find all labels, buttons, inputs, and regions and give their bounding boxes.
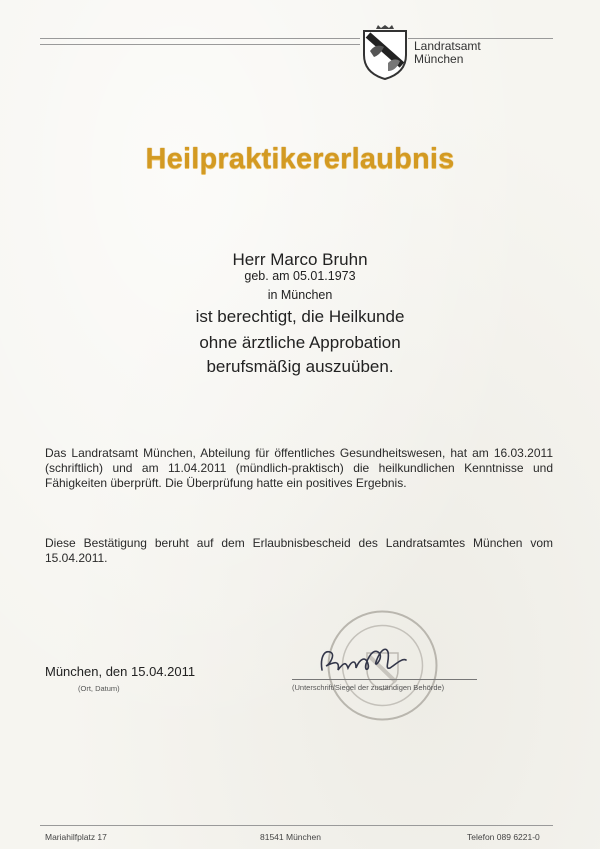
exam-paragraph: Das Landratsamt München, Abteilung für öffentliches Gesundheitswesen, hat am 16.03.2011 (schriftlich) und am 11.04.2011 (mündlich-praktisch) die heilkundlichen Kenntnisse und Fähigkeiten überprüft. Die Überprüfung hatte ein positives Ergebnis. bbox=[45, 446, 553, 490]
footer-city: 81541 München bbox=[260, 832, 321, 842]
birth-date: geb. am 05.01.1973 bbox=[244, 269, 356, 283]
recipient-name: Herr Marco Bruhn bbox=[232, 250, 368, 269]
header-rule bbox=[40, 38, 360, 39]
signature-caption: (Unterschrift/Siegel der zuständigen Behörde) bbox=[292, 683, 445, 692]
issue-date: München, den 15.04.2011 bbox=[45, 664, 196, 679]
agency-line: München bbox=[414, 52, 464, 66]
header-rule bbox=[40, 44, 360, 45]
footer-rule bbox=[40, 825, 553, 826]
document-title: Heilpraktikererlaubnis bbox=[145, 143, 455, 175]
statement-line: berufsmäßig auszuüben. bbox=[206, 357, 394, 376]
coat-of-arms-icon bbox=[360, 25, 410, 81]
handwritten-signature bbox=[310, 640, 430, 682]
footer-phone: Telefon 089 6221-0 bbox=[467, 832, 540, 842]
statement-line: ist berechtigt, die Heilkunde bbox=[195, 307, 405, 326]
date-caption: (Ort, Datum) bbox=[78, 684, 120, 693]
statement-line: ohne ärztliche Approbation bbox=[199, 333, 401, 352]
agency-line: Landratsamt bbox=[414, 39, 481, 53]
footer-address: Mariahilfplatz 17 bbox=[45, 832, 107, 842]
basis-paragraph: Diese Bestätigung beruht auf dem Erlaubnisbescheid des Landratsamtes München vom 15.04.2011. bbox=[45, 536, 553, 565]
birth-place: in München bbox=[267, 288, 333, 302]
signature-line bbox=[292, 679, 477, 680]
agency-name bbox=[414, 40, 481, 66]
